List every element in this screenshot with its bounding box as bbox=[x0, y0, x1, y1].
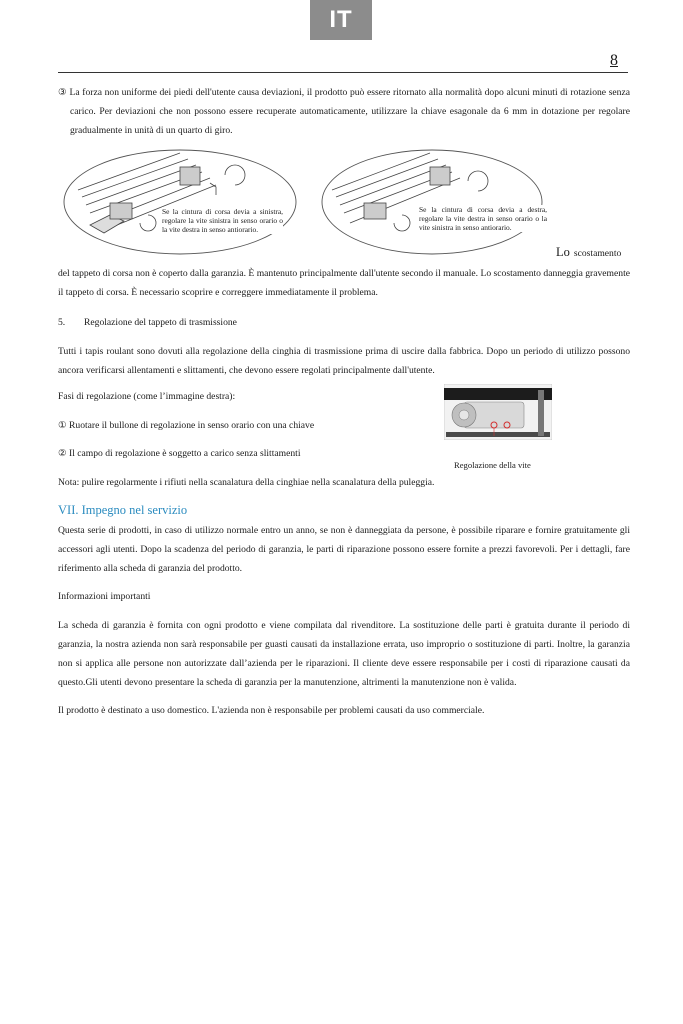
step-2: ② Il campo di regolazione è soggetto a carico senza slittamenti bbox=[58, 448, 301, 459]
language-tab: IT bbox=[310, 0, 372, 40]
deviation-paragraph bbox=[58, 83, 630, 140]
left-figure-caption: Se la cintura di corsa devia a sinistra, regolare la vite sinistra in senso orario o la vite destra in senso antiorario. bbox=[162, 207, 283, 234]
shift-paragraph: del tappeto di corsa non è coperto dalla garanzia. È mantenuto principalmente dall'utente secondo il manuale. Lo scostamento danneggia gravemente il tappeto di corsa. È necessario scoprire e correggere immediatamente il problema. bbox=[58, 268, 630, 298]
important-text: La scheda di garanzia è fornita con ogni prodotto e viene compilata dal rivenditore. La sostituzione delle parti è gratuita durante il periodo di garanzia, la nostra azienda non sarà responsabile per guasti causati da installazione errata, uso improprio o sostituzione di parti. Inoltre, la garanzia non si applica alle persone non autorizzate dall’azienda per le riparazioni. Il cliente deve essere responsabile per i costi di riparazione causati da questo.Gli utenti devono presentare la scheda di garanzia per la manutenzione, altrimenti la manutenzione non è valida. bbox=[58, 620, 630, 688]
shift-lead-rest: scostamento bbox=[573, 248, 622, 259]
belt-right-adjust-figure bbox=[318, 145, 546, 260]
belt-left-adjust-figure bbox=[60, 145, 300, 260]
circled-marker: ③ bbox=[58, 87, 67, 98]
deviation-text: La forza non uniforme dei piedi dell'utente causa deviazioni, il prodotto può essere ritornato alla normalità dopo alcuni minuti di rotazione senza carico. Per deviazioni che non possono essere recuperate automaticamente, utilizzare la chiave esagonale da 6 mm in dotazione per regolare gradualmente in unità di un quarto di giro. bbox=[69, 87, 630, 136]
right-figure-caption: Se la cintura di corsa devia a destra, regolare la vite destra in senso orario o la vite sinistra in senso antiorario. bbox=[419, 205, 547, 232]
section7-intro: Questa serie di prodotti, in caso di utilizzo normale entro un anno, se non è danneggiata da persone, è possibile riparare e fornire gratuitamente gli accessori agli utenti. Dopo la scadenza del periodo di garanzia, le parti di riparazione possono essere fornite a prezzi favorevoli. Per i dettagli, fare riferimento alla scheda di garanzia del prodotto. bbox=[58, 525, 630, 574]
section5-title: Regolazione del tappeto di trasmissione bbox=[84, 317, 237, 328]
domestic-use-note: Il prodotto è destinato a uso domestico. L'azienda non è responsabile per problemi causati da uso commerciale. bbox=[58, 705, 485, 716]
important-title: Informazioni importanti bbox=[58, 591, 151, 602]
section5-intro: Tutti i tapis roulant sono dovuti alla regolazione della cinghia di trasmissione prima di uscire dalla fabbrica. Dopo un periodo di utilizzo possono ancora verificarsi allentamenti e slittamenti, che devono essere regolati principalmente dall'utente. bbox=[58, 346, 630, 376]
cleaning-note: Nota: pulire regolarmente i rifiuti nella scanalatura della cinghiae nella scanalatura della puleggia. bbox=[58, 477, 435, 488]
page-number: 8 bbox=[610, 52, 618, 69]
steps-title: Fasi di regolazione (come l’immagine destra): bbox=[58, 391, 236, 402]
header-rule bbox=[58, 72, 628, 73]
shift-lead bbox=[556, 243, 621, 261]
step-1: ① Ruotare il bullone di regolazione in senso orario con una chiave bbox=[58, 420, 315, 431]
motor-photo-caption: Regolazione della vite bbox=[454, 460, 531, 470]
section7-title: VII. Impegno nel servizio bbox=[58, 503, 188, 517]
motor-adjustment-photo bbox=[444, 384, 552, 440]
shift-lead-big: Lo bbox=[556, 245, 570, 259]
section5-number: 5. bbox=[58, 317, 66, 328]
